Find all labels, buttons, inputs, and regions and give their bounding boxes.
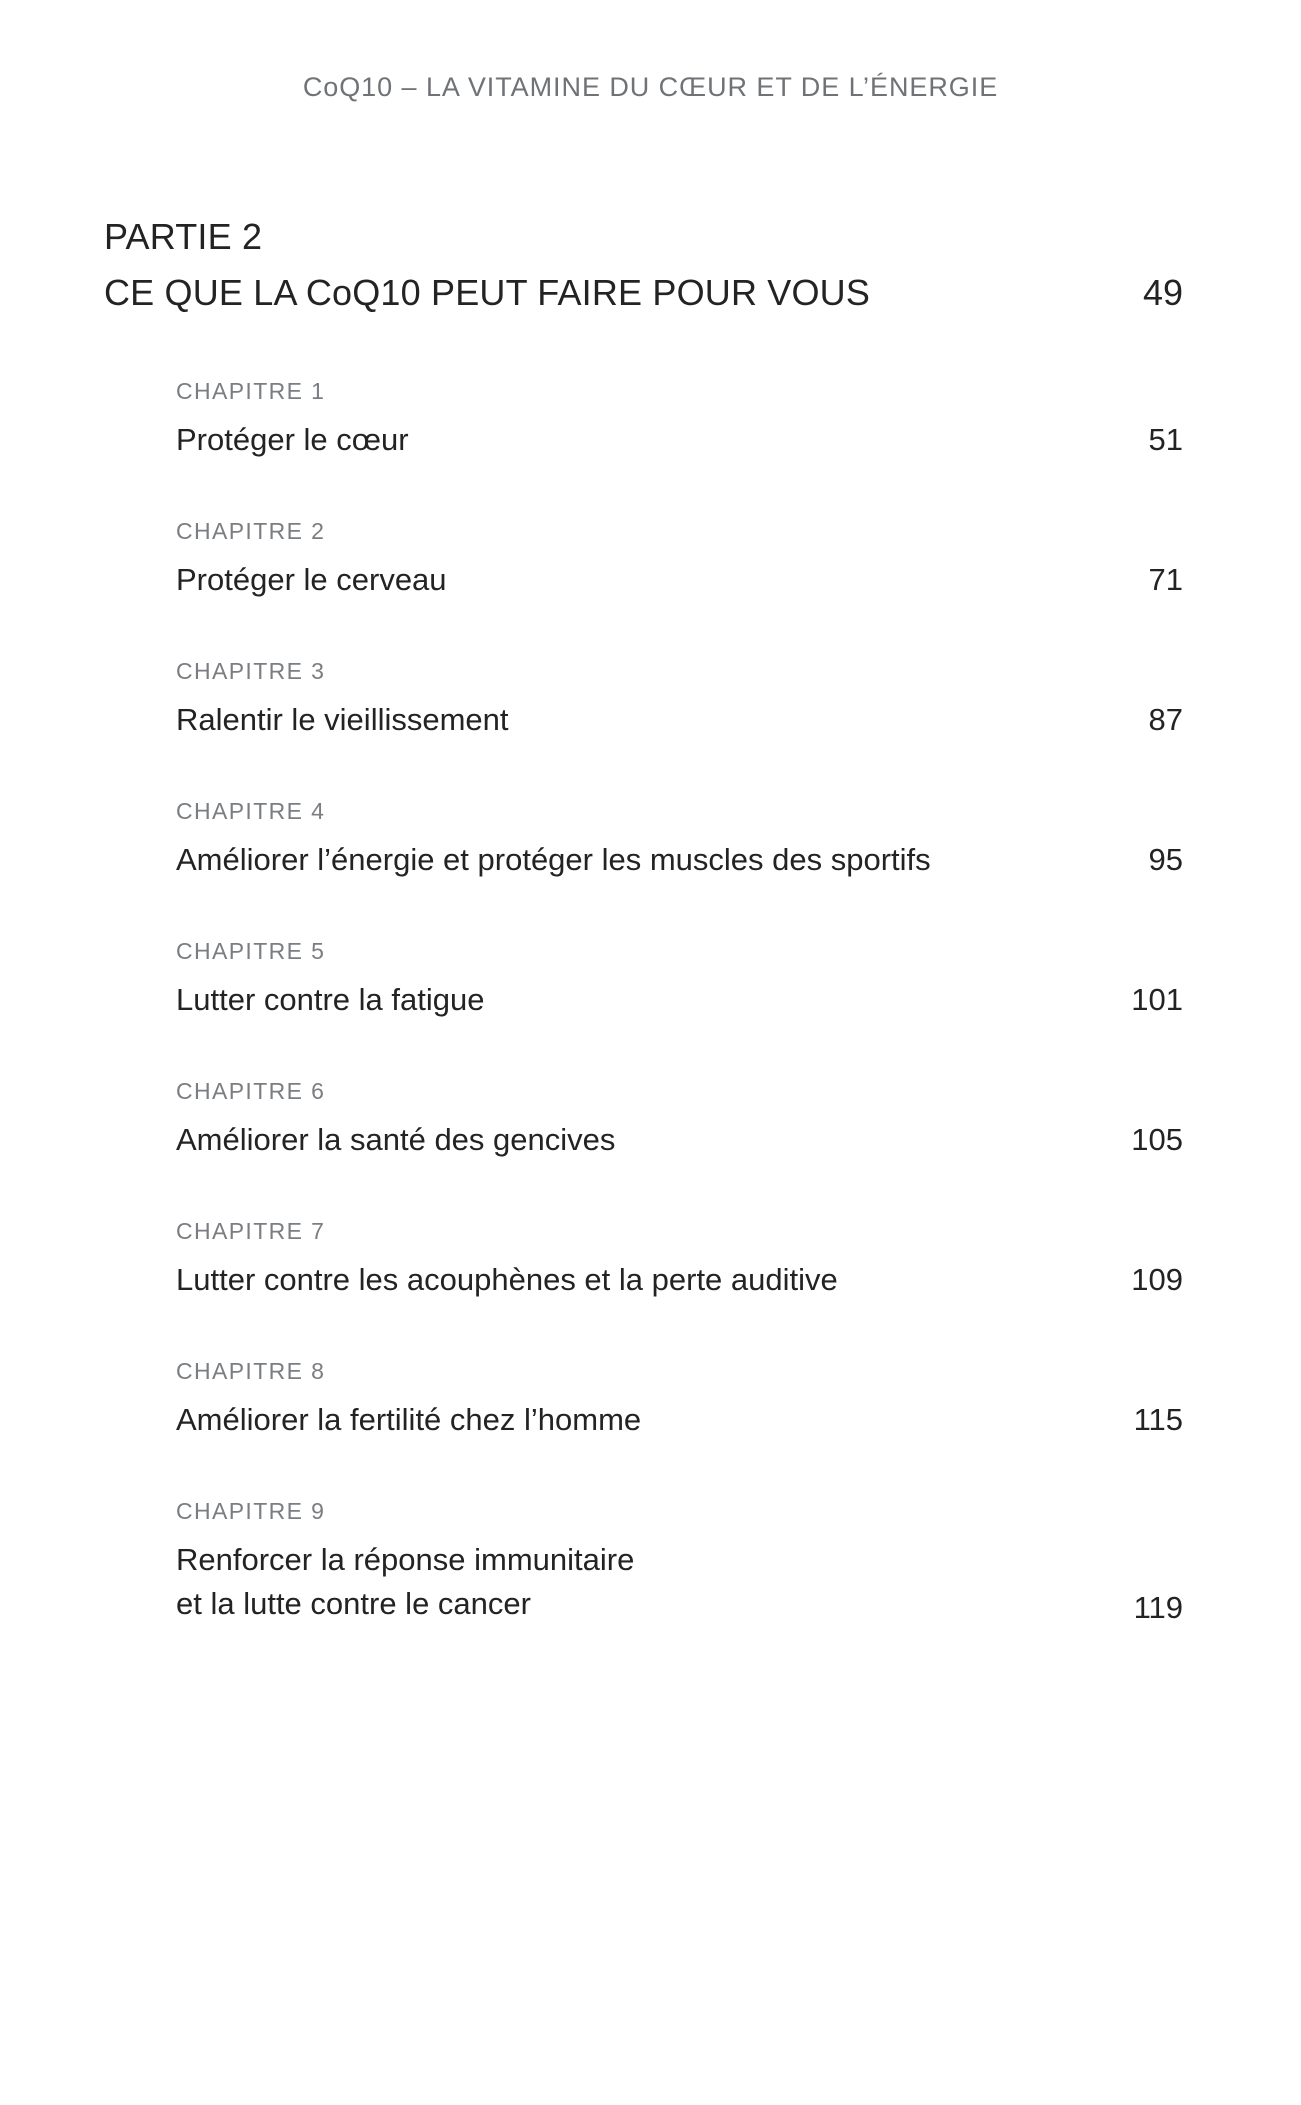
chapter-page-number: 101: [1131, 982, 1183, 1018]
chapter-title: [176, 1538, 634, 1626]
chapter-title: Améliorer la santé des gencives: [176, 1122, 616, 1158]
chapter-title: Protéger le cœur: [176, 422, 409, 458]
chapter-label: CHAPITRE 5: [176, 938, 326, 965]
chapter-row: [104, 418, 1197, 462]
chapter-label: CHAPITRE 8: [176, 1358, 326, 1385]
part-title: CE QUE LA CoQ10 PEUT FAIRE POUR VOUS: [104, 271, 871, 313]
part-title-row: [104, 269, 1197, 317]
chapter-page-number: 95: [1148, 842, 1183, 878]
part-page-number: 49: [1142, 271, 1183, 313]
chapter-page-number: 71: [1148, 562, 1183, 598]
list-item[interactable]: [104, 518, 1197, 602]
chapter-label: CHAPITRE 7: [176, 1218, 326, 1245]
chapter-title: Améliorer la fertilité chez l’homme: [176, 1402, 642, 1438]
list-item[interactable]: [104, 1498, 1197, 1626]
chapter-row: [104, 1398, 1197, 1442]
chapter-title: Protéger le cerveau: [176, 562, 447, 598]
chapter-title: Lutter contre la fatigue: [176, 982, 485, 1018]
running-head: CoQ10 – LA VITAMINE DU CŒUR ET DE L’ÉNERGIE: [302, 72, 999, 102]
chapter-row: [104, 978, 1197, 1022]
list-item[interactable]: [104, 798, 1197, 882]
chapter-label: CHAPITRE 2: [176, 518, 326, 545]
chapter-title: Lutter contre les acouphènes et la perte auditive: [176, 1262, 838, 1298]
chapter-label: CHAPITRE 4: [176, 798, 326, 825]
chapter-page-number: 119: [1133, 1590, 1183, 1626]
part-label: PARTIE 2: [104, 216, 263, 257]
list-item[interactable]: [104, 378, 1197, 462]
chapter-page-number: 51: [1148, 422, 1183, 458]
part-heading: [104, 213, 1197, 316]
toc-content: [0, 213, 1301, 1626]
list-item[interactable]: [104, 1078, 1197, 1162]
chapter-page-number: 115: [1133, 1402, 1183, 1438]
chapter-title: Ralentir le vieillissement: [176, 702, 509, 738]
chapter-row: [104, 1118, 1197, 1162]
chapter-row: [104, 558, 1197, 602]
chapter-title-line2: et la lutte contre le cancer: [176, 1586, 531, 1622]
chapter-label: CHAPITRE 9: [176, 1498, 326, 1525]
chapter-label: CHAPITRE 1: [176, 378, 326, 405]
chapter-title: Améliorer l’énergie et protéger les muscles des sportifs: [176, 842, 931, 878]
chapter-page-number: 87: [1148, 702, 1183, 738]
chapter-row: [104, 1538, 1197, 1626]
chapter-list: [104, 378, 1197, 1626]
chapter-page-number: 109: [1131, 1262, 1183, 1298]
list-item[interactable]: [104, 658, 1197, 742]
chapter-page-number: 105: [1131, 1122, 1183, 1158]
list-item[interactable]: [104, 1218, 1197, 1302]
chapter-row: [104, 1258, 1197, 1302]
list-item[interactable]: [104, 938, 1197, 1022]
chapter-row: [104, 838, 1197, 882]
chapter-label: CHAPITRE 6: [176, 1078, 326, 1105]
chapter-row: [104, 698, 1197, 742]
chapter-title-line1: Renforcer la réponse immunitaire: [176, 1542, 635, 1578]
list-item[interactable]: [104, 1358, 1197, 1442]
chapter-label: CHAPITRE 3: [176, 658, 326, 685]
